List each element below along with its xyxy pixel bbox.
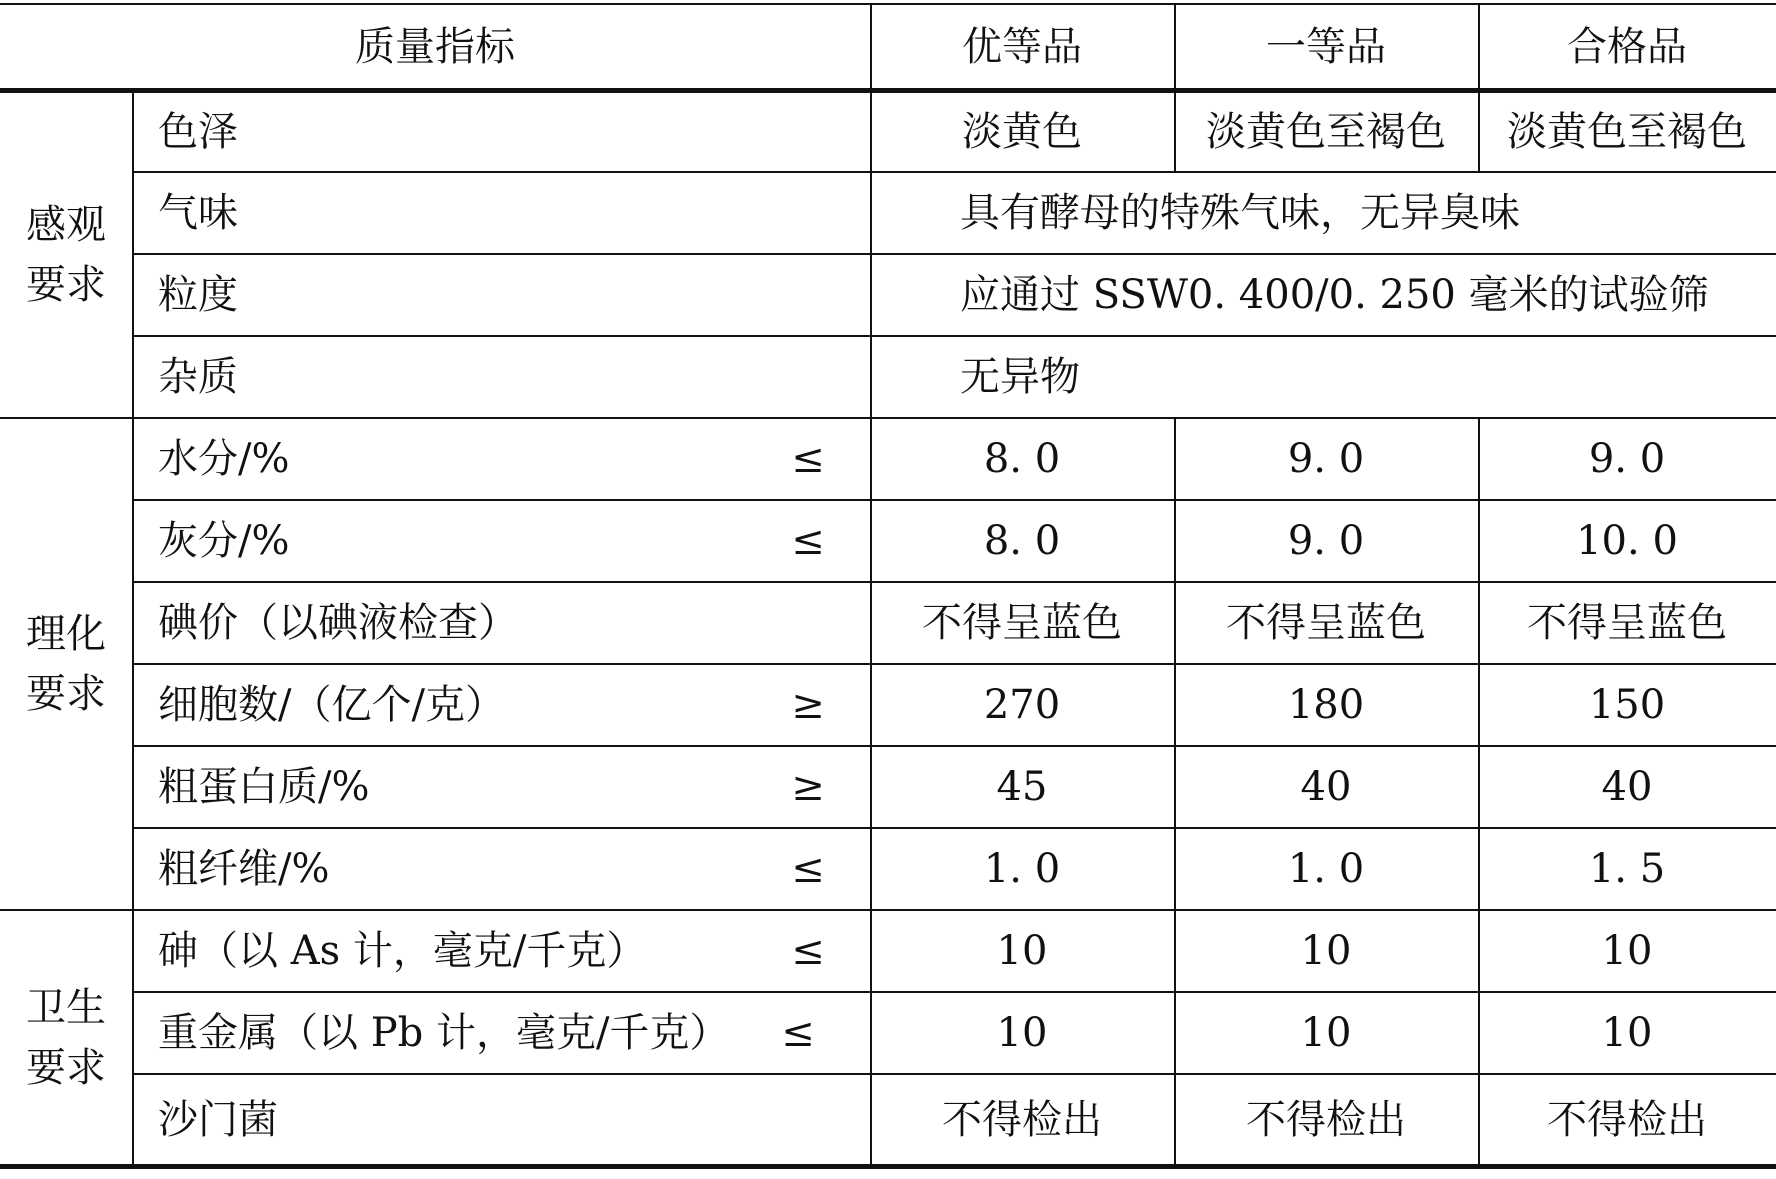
value-cell: 45 [996, 764, 1048, 810]
value-cell: 9. 0 [1588, 436, 1666, 482]
item-label: 沙门菌 [158, 1096, 278, 1143]
value-cell: 1. 0 [1287, 846, 1365, 892]
item-label: 砷（以 As 计，毫克/千克） [158, 928, 647, 974]
group-column-divider [132, 90, 134, 1166]
item-label: 色泽 [158, 109, 238, 155]
value-cell: 不得呈蓝色 [1226, 600, 1426, 646]
value-cell: 270 [983, 682, 1061, 728]
value-cell: 10 [1601, 928, 1653, 974]
comparison-operator: ≤ [781, 1010, 815, 1056]
row-divider [132, 335, 1776, 337]
item-label: 粗蛋白质/% [158, 764, 370, 810]
value-cell: 淡黄色至褐色 [1507, 109, 1747, 155]
group-label-line: 要求 [26, 671, 106, 717]
value-cell: 不得检出 [942, 1096, 1102, 1143]
value-cell: 180 [1287, 682, 1365, 728]
value-cell: 不得呈蓝色 [922, 600, 1122, 646]
value-cell: 10 [1601, 1010, 1653, 1056]
comparison-operator: ≥ [791, 682, 825, 728]
item-label: 碘价（以碘液检查） [158, 600, 518, 646]
item-label: 水分/% [158, 436, 290, 482]
bottom-border [0, 1164, 1776, 1169]
row-divider [132, 171, 1776, 173]
group-label-line: 感观 [26, 202, 106, 248]
item-label: 细胞数/（亿个/克） [158, 682, 505, 728]
value-cell: 不得检出 [1246, 1096, 1406, 1143]
group-label-line: 要求 [26, 1044, 106, 1091]
comparison-operator: ≤ [791, 846, 825, 892]
value-cell: 10 [1300, 928, 1352, 974]
group-label-sensory [0, 93, 132, 417]
header-indicator: 质量指标 [355, 23, 515, 70]
value-cell: 10 [996, 928, 1048, 974]
value-cell: 10 [1300, 1010, 1352, 1056]
item-label: 杂质 [158, 354, 238, 400]
group-label-line: 要求 [26, 262, 106, 308]
comparison-operator: ≥ [791, 764, 825, 810]
spanning-value-cell: 应通过 SSW0. 400/0. 250 毫米的试验筛 [960, 272, 1709, 318]
comparison-operator: ≤ [791, 436, 825, 482]
item-label: 重金属（以 Pb 计，毫克/千克） [158, 1010, 730, 1056]
value-cell: 1. 5 [1588, 846, 1666, 892]
value-cell: 不得呈蓝色 [1527, 600, 1727, 646]
group-label-line: 卫生 [26, 984, 106, 1031]
header-grade-qualified: 合格品 [1567, 23, 1687, 70]
group-label-physicochemical [0, 419, 132, 909]
value-cell: 10 [996, 1010, 1048, 1056]
comparison-operator: ≤ [791, 518, 825, 564]
header-grade-premium: 优等品 [962, 23, 1082, 70]
group-label-hygiene [0, 911, 132, 1164]
value-cell: 10. 0 [1576, 518, 1678, 564]
value-cell: 9. 0 [1287, 518, 1365, 564]
value-cell: 8. 0 [983, 436, 1061, 482]
value-cell: 不得检出 [1547, 1096, 1707, 1143]
comparison-operator: ≤ [791, 928, 825, 974]
item-label: 气味 [158, 190, 238, 236]
item-label: 粗纤维/% [158, 846, 330, 892]
group-label-line: 理化 [26, 611, 106, 657]
spanning-value-cell: 具有酵母的特殊气味，无异臭味 [960, 190, 1520, 236]
value-cell: 150 [1588, 682, 1666, 728]
value-cell: 淡黄色 [962, 109, 1082, 155]
value-cell: 40 [1300, 764, 1352, 810]
spanning-value-cell: 无异物 [960, 354, 1080, 400]
value-cell: 淡黄色至褐色 [1206, 109, 1446, 155]
item-label: 粒度 [158, 272, 238, 318]
value-cell: 8. 0 [983, 518, 1061, 564]
value-cell: 40 [1601, 764, 1653, 810]
item-label: 灰分/% [158, 518, 290, 564]
header-grade-first: 一等品 [1266, 23, 1386, 70]
value-cell: 9. 0 [1287, 436, 1365, 482]
value-cell: 1. 0 [983, 846, 1061, 892]
